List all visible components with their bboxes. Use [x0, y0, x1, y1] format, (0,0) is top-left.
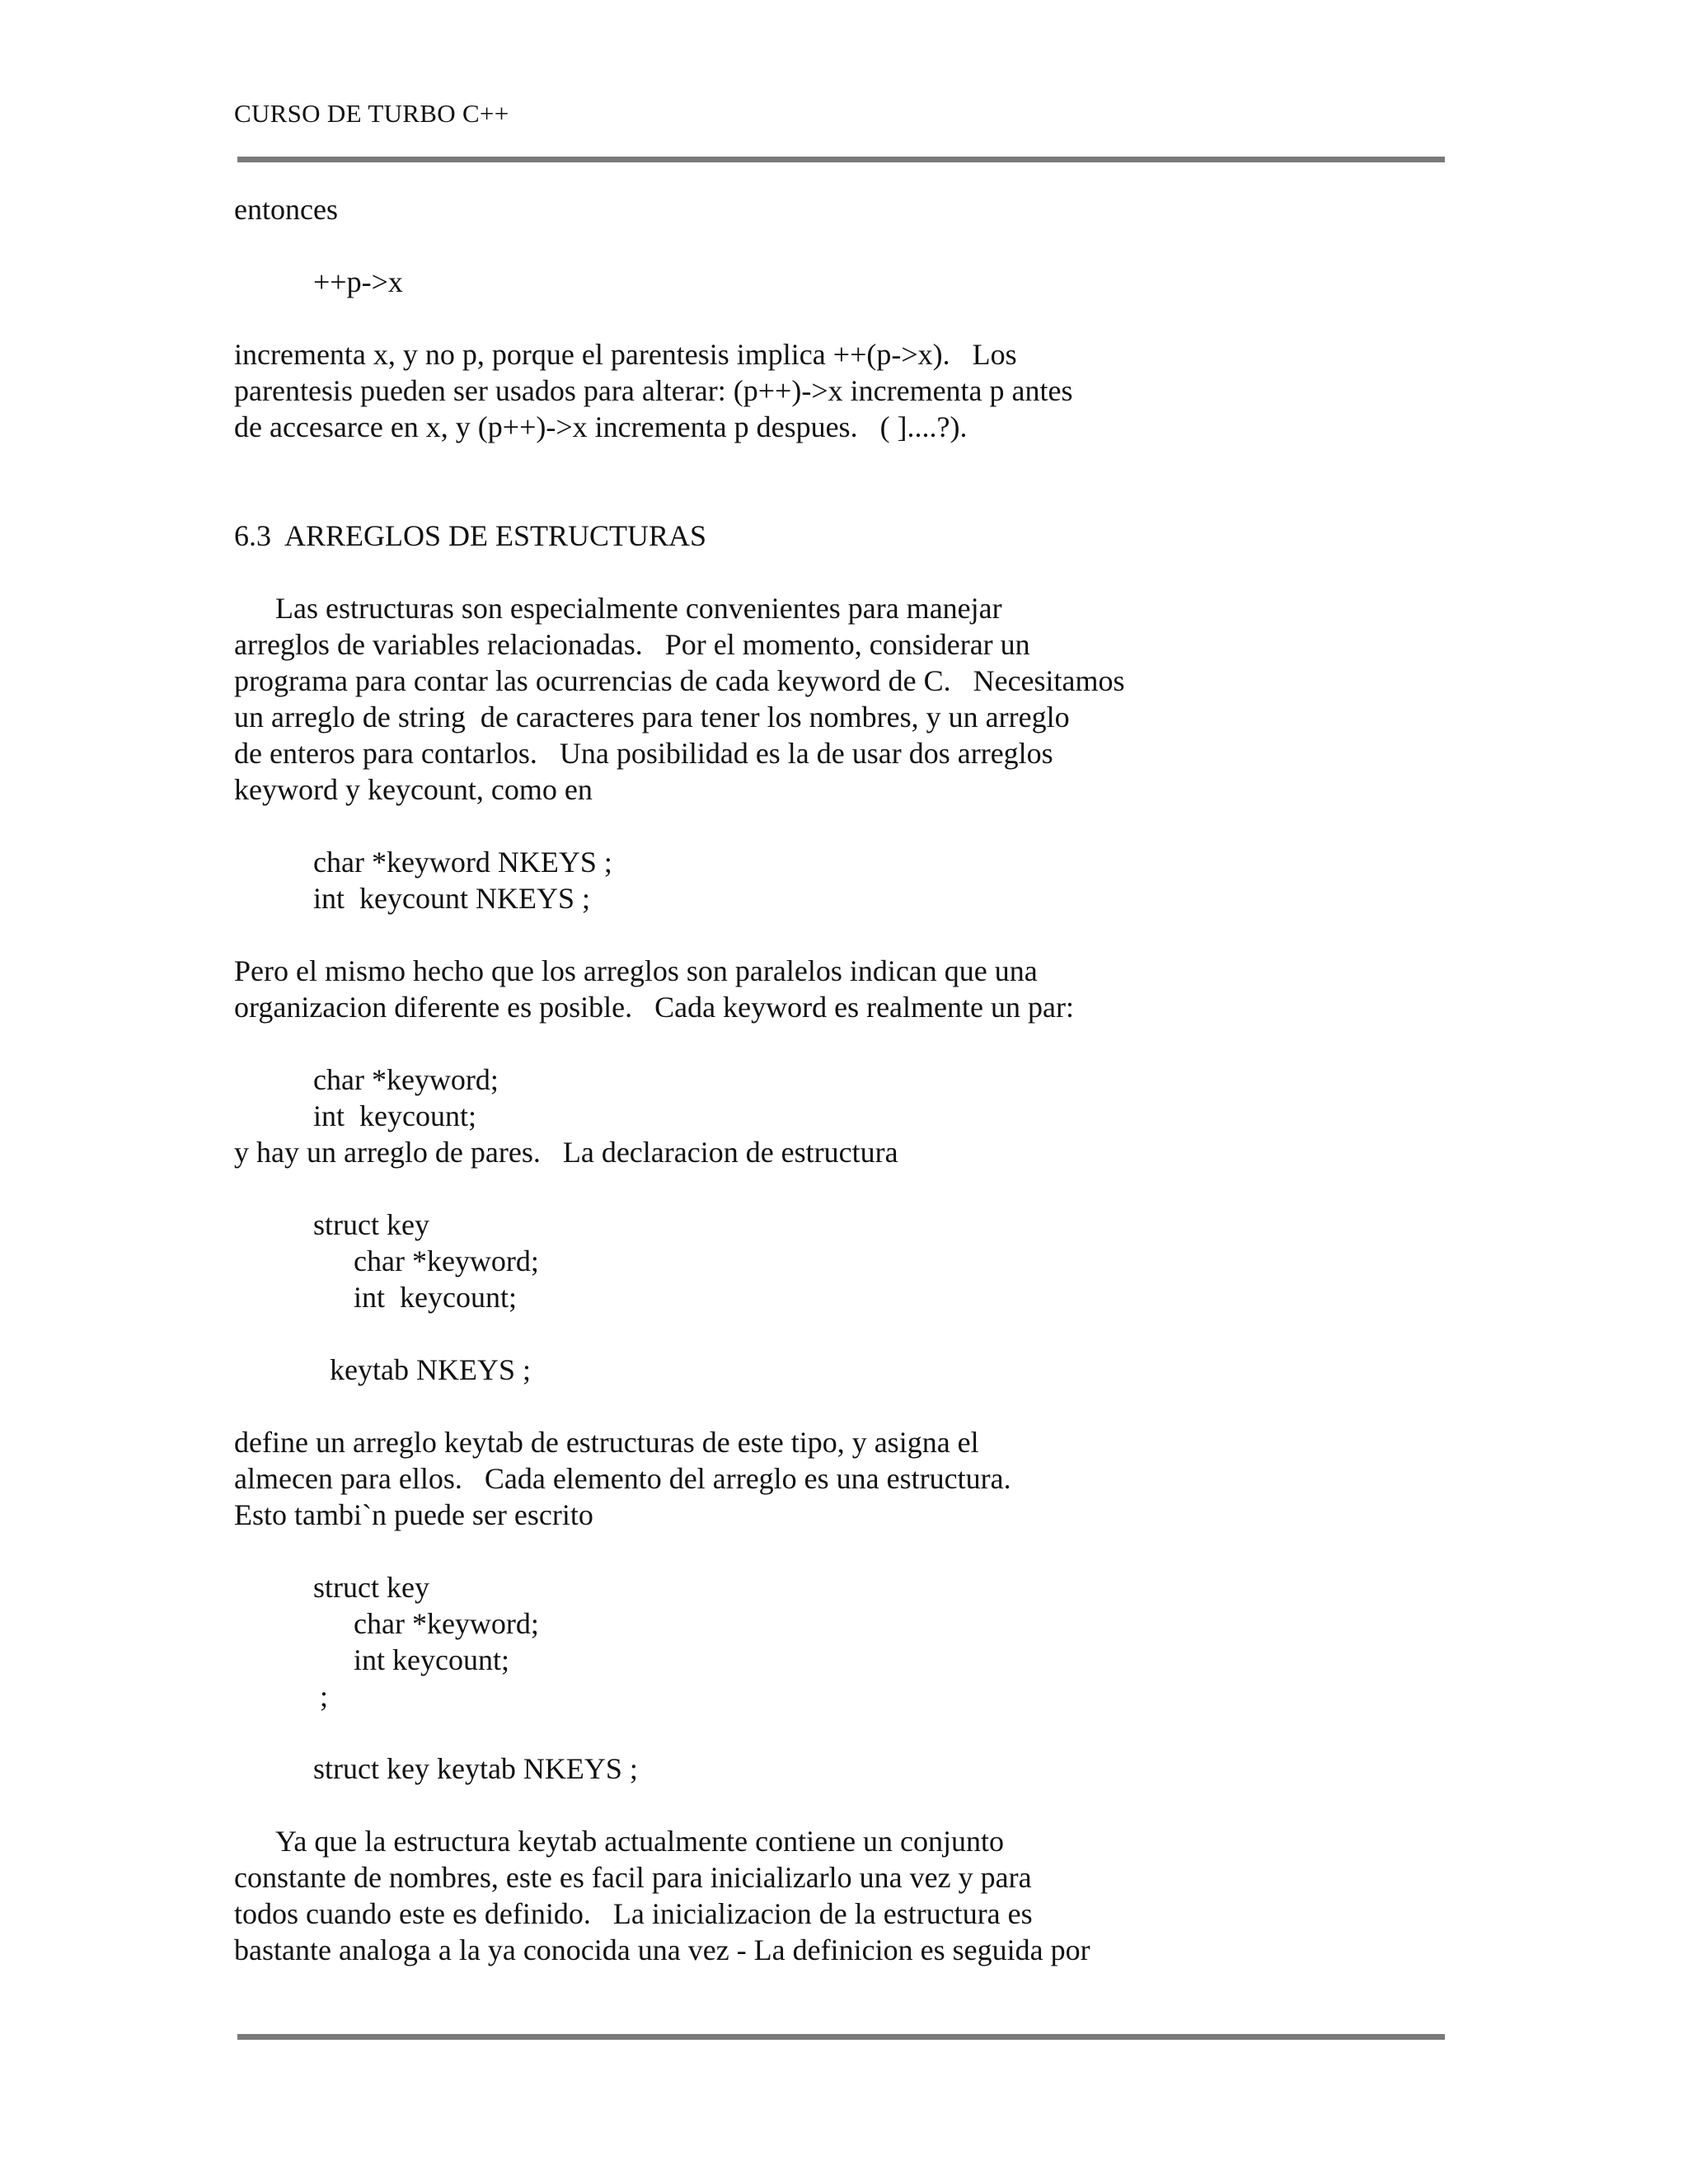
text-line: parentesis pueden ser usados para alterar: (p++)->x incrementa p antes — [234, 374, 1073, 407]
footer-rule — [237, 2034, 1445, 2040]
blank-line — [234, 554, 1446, 590]
code-line: struct key — [313, 1571, 429, 1604]
blank-line — [234, 1388, 1446, 1424]
text-line: de enteros para contarlos. Una posibilidad es la de usar dos arreglos — [234, 737, 1053, 770]
code-line: int keycount; — [354, 1281, 517, 1314]
text-line: incrementa x, y no p, porque el parentesis implica ++(p->x). Los — [234, 338, 1017, 371]
blank-line — [234, 916, 1446, 953]
text-line: arreglos de variables relacionadas. Por el momento, considerar un — [234, 628, 1030, 661]
text-line: Esto tambi`n puede ser escrito — [234, 1498, 593, 1531]
blank-line — [234, 808, 1446, 844]
code-line: int keycount; — [354, 1643, 509, 1676]
text-line: Las estructuras son especialmente convenientes para manejar — [275, 592, 1002, 625]
header-rule — [237, 157, 1445, 162]
code-line: ++p->x — [313, 265, 403, 298]
document-body — [234, 191, 1446, 1968]
text-line: bastante analoga a la ya conocida una vez - La definicion es seguida por — [234, 1933, 1090, 1966]
blank-line — [234, 1315, 1446, 1352]
code-line: char *keyword; — [354, 1244, 539, 1277]
blank-line — [234, 1714, 1446, 1750]
text-line: un arreglo de string de caracteres para tener los nombres, y un arreglo — [234, 701, 1070, 733]
blank-line — [234, 1533, 1446, 1569]
blank-line — [234, 1787, 1446, 1823]
blank-line — [234, 445, 1446, 481]
section-heading: 6.3 ARREGLOS DE ESTRUCTURAS — [234, 519, 707, 552]
text-line: Ya que la estructura keytab actualmente contiene un conjunto — [275, 1825, 1005, 1858]
text-line: y hay un arreglo de pares. La declaracion de estructura — [234, 1136, 898, 1169]
code-line: struct key — [313, 1208, 429, 1241]
code-line: char *keyword; — [354, 1607, 539, 1640]
code-line: char *keyword; — [313, 1063, 499, 1096]
text-line: todos cuando este es definido. La inicializacion de la estructura es — [234, 1897, 1033, 1930]
text-line: constante de nombres, este es facil para inicializarlo una vez y para — [234, 1861, 1032, 1894]
blank-line — [234, 1025, 1446, 1062]
text-line: de accesarce en x, y (p++)->x incrementa p despues. ( ]....?). — [234, 410, 968, 443]
blank-line — [234, 300, 1446, 336]
page-header-title: CURSO DE TURBO C++ — [234, 99, 509, 128]
code-line: ; — [320, 1680, 329, 1713]
text-line: Pero el mismo hecho que los arreglos son paralelos indican que una — [234, 954, 1038, 987]
code-line: char *keyword NKEYS ; — [313, 846, 612, 879]
text-line: define un arreglo keytab de estructuras de este tipo, y asigna el — [234, 1426, 979, 1459]
code-line: int keycount NKEYS ; — [313, 882, 590, 915]
blank-line — [234, 1170, 1446, 1207]
text-line: organizacion diferente es posible. Cada keyword es realmente un par: — [234, 991, 1074, 1024]
code-line: int keycount; — [313, 1099, 476, 1132]
blank-line — [234, 227, 1446, 264]
text-line: keyword y keycount, como en — [234, 773, 593, 806]
text-line: programa para contar las ocurrencias de cada keyword de C. Necesitamos — [234, 664, 1125, 697]
text-line: entonces — [234, 193, 338, 226]
code-line: struct key keytab NKEYS ; — [313, 1752, 638, 1785]
code-line: keytab NKEYS ; — [330, 1353, 531, 1386]
blank-line — [234, 481, 1446, 518]
text-line: almecen para ellos. Cada elemento del arreglo es una estructura. — [234, 1462, 1011, 1495]
